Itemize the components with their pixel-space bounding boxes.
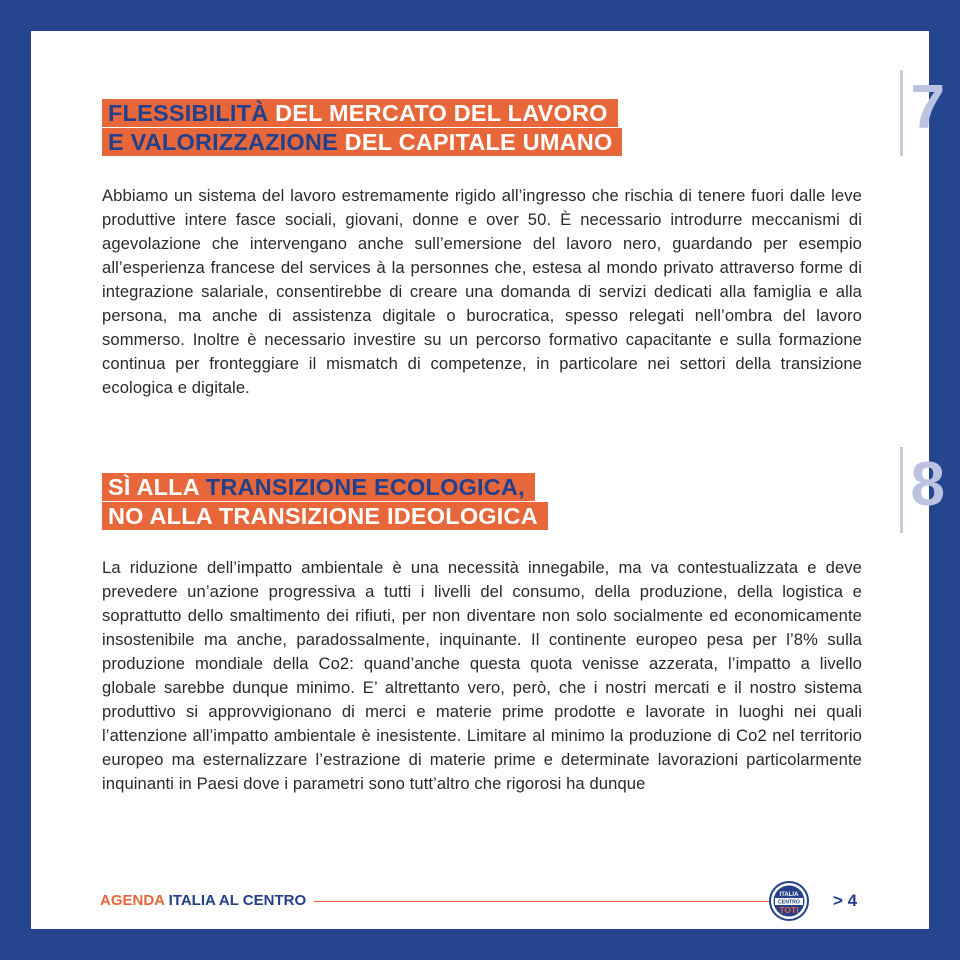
section-8 — [102, 450, 945, 796]
svg-text:CENTRO: CENTRO — [778, 899, 800, 906]
svg-text:TOTI: TOTI — [779, 905, 799, 915]
footer-divider — [314, 901, 772, 902]
footer — [100, 889, 865, 913]
section-8-heading — [102, 473, 862, 531]
section-7-body: Abbiamo un sistema del lavoro estremamente rigido all’ingresso che rischia di tenere fuori dalle leve produttive intere fasce sociali, giovani, donne e over 50. È necessario introdurre meccanismi di agevolazione che intervengano anche sull’emersione del lavoro nero, guardando per esempio all’esperienza francese del services à la personnes che, estesa al mondo privato attraverso forme di integrazione salariale, consentirebbe di creare una domanda di servizi dedicati alla famiglia e alla persona, ma anche di assistenza digitale o burocratica, spesso relegati nell’ombra del lavoro sommerso. Inoltre è necessario investire su un percorso formativo capacitante e sulla formazione continua per fronteggiare il mismatch di competenze, in particolare nei settori della transizione ecologica e digitale. — [102, 186, 862, 397]
section-7 — [102, 73, 945, 400]
section-7-heading-line1: FLESSIBILITÀ DEL MERCATO DEL LAVORO — [102, 99, 618, 127]
svg-text:ITALIA: ITALIA — [779, 892, 799, 898]
section-8-number-box — [900, 447, 945, 533]
section-7-number-box — [900, 70, 945, 156]
section-7-number: 7 — [910, 73, 945, 142]
section-8-heading-line2: NO ALLA TRANSIZIONE IDEOLOGICA — [102, 502, 548, 530]
section-8-number: 8 — [910, 450, 945, 519]
section-7-heading — [102, 99, 862, 157]
party-logo — [769, 881, 809, 921]
section-7-heading-line2: E VALORIZZAZIONE DEL CAPITALE UMANO — [102, 128, 622, 156]
section-8-heading-line1: SÌ ALLA TRANSIZIONE ECOLOGICA, — [102, 473, 535, 501]
document-page — [31, 31, 945, 929]
footer-title: AGENDA ITALIA AL CENTRO — [100, 892, 307, 909]
section-8-body: La riduzione dell’impatto ambientale è una necessità innegabile, ma va contestualizzata e deve prevedere un’azione progressiva a tutti i livelli del consumo, della produzione, della logistica e soprattutto dello smaltimento dei rifiuti, per non diventare non solo socialmente ed economicamente insostenibile ma anche, paradossalmente, inquinante. Il continente europeo pesa per l’8% sulla produzione mondiale della Co2: quand’anche questa quota venisse azzerata, l’impatto a livello globale sarebbe dunque minimo. E’ altrettanto vero, però, che i nostri mercati e il nostro sistema produttivo si approvvigionano di merci e materie prime prodotte e lavorate in luoghi nei quali l’attenzione all’impatto ambientale è inesistente. Limitare al minimo la produzione di Co2 nel territorio europeo ma esternalizzare l’estrazione di materie prime e determinate lavorazioni particolarmente inquinanti in Paesi dove i parametri sono tutt’altro che rigorosi ha dunque — [102, 558, 862, 793]
page-number: > 4 — [833, 891, 858, 910]
